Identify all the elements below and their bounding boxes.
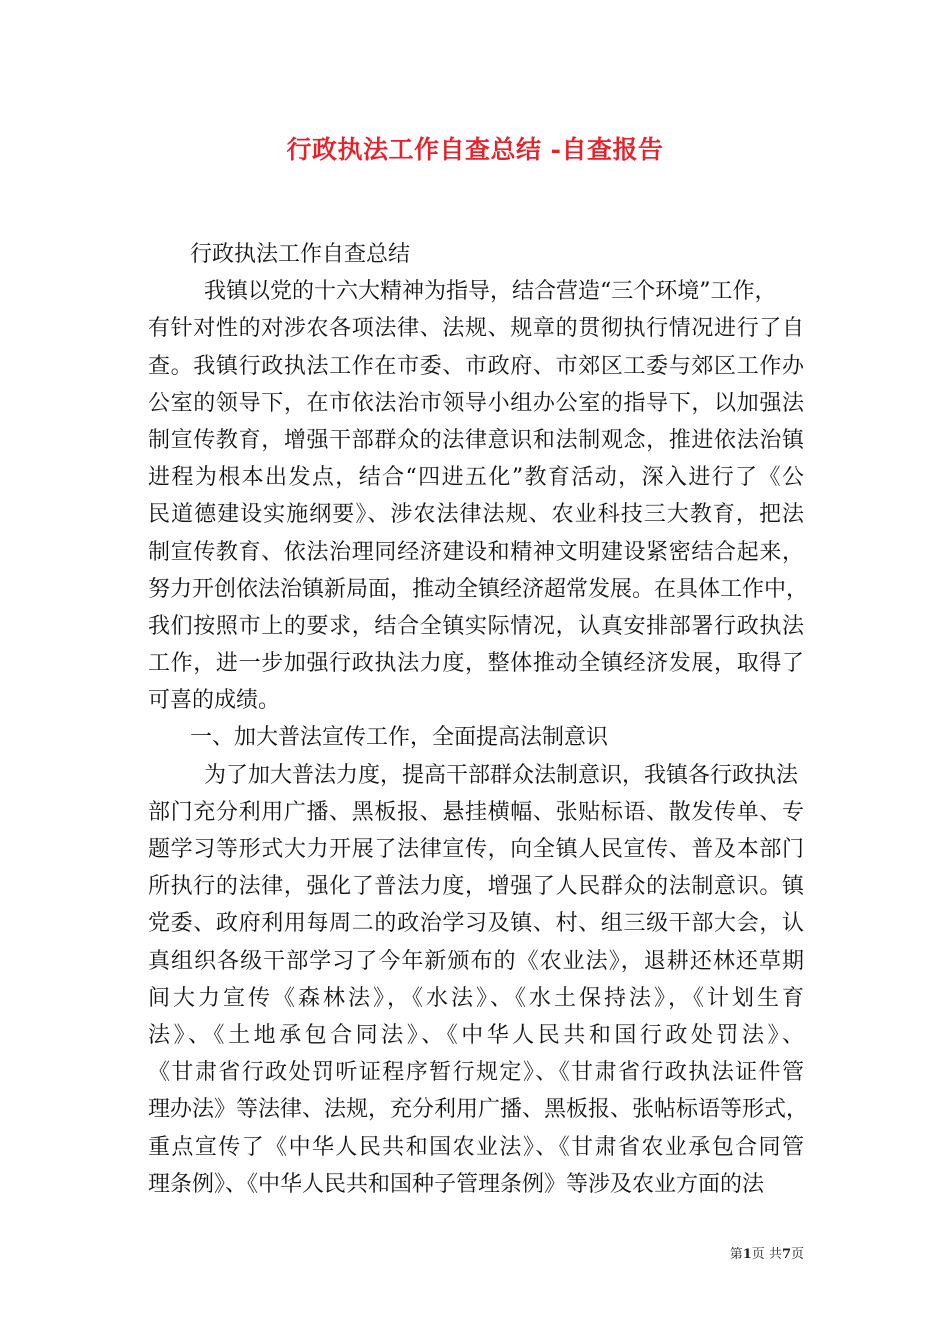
paragraph-line: 有针对性的对涉农各项法律、法规、规章的贯彻执行情况进行了自: [148, 316, 804, 342]
paragraph-line: 理办法》等法律、法规，充分利用广播、黑板报、张帖标语等形式，: [148, 1097, 809, 1123]
footer-prefix: 第: [729, 1247, 743, 1262]
document-body: [148, 236, 809, 1203]
footer-suffix: 页: [790, 1247, 804, 1262]
paragraph-line: 《甘肃省行政处罚听证程序暂行规定》、《甘肃省行政执法证件管: [148, 1060, 804, 1086]
paragraph-line: 所执行的法律，强化了普法力度，增强了人民群众的法制意识。镇: [148, 874, 804, 900]
paragraph: [148, 273, 809, 719]
paragraph-line: 进程为根本出发点，结合“四进五化”教育活动，深入进行了《公: [148, 465, 804, 491]
footer-total-pages: 7: [781, 1247, 791, 1262]
paragraph-line: 法》、《土地承包合同法》、《中华人民共和国行政处罚法》、: [148, 1022, 804, 1048]
paragraph-line: 制宣传教育、依法治理同经济建设和精神文明建设紧密结合起来，: [148, 539, 804, 565]
paragraph: [148, 236, 804, 273]
page-footer: [730, 1247, 804, 1263]
paragraph-line: 间大力宣传《森林法》，《水法》、《水土保持法》，《计划生育: [148, 985, 804, 1011]
footer-middle: 页 共: [751, 1247, 782, 1262]
paragraph-line: 部门充分利用广播、黑板报、悬挂横幅、张贴标语、散发传单、专: [148, 799, 804, 825]
paragraph-line: 为了加大普法力度，提高干部群众法制意识，我镇各行政执法: [204, 762, 799, 788]
paragraph-line: 真组织各级干部学习了今年新颁布的《农业法》，退耕还林还草期: [148, 948, 804, 974]
paragraph-line: 党委、政府利用每周二的政治学习及镇、村、组三级干部大会，认: [148, 911, 804, 937]
paragraph-line: 行政执法工作自查总结: [190, 242, 411, 267]
paragraph-line: 我们按照市上的要求，结合全镇实际情况，认真安排部署行政执法: [148, 613, 804, 639]
document-title: 行政执法工作自查总结 -自查报告: [286, 135, 664, 164]
paragraph-line: 制宣传教育，增强干部群众的法律意识和法制观念，推进依法治镇: [148, 427, 804, 453]
paragraph-line: 努力开创依法治镇新局面，推动全镇经济超常发展。在具体工作中，: [148, 576, 809, 602]
paragraph-line: 工作，进一步加强行政执法力度，整体推动全镇经济发展，取得了: [148, 651, 804, 677]
paragraph-line: 查。我镇行政执法工作在市委、市政府、市郊区工委与郊区工作办: [148, 353, 804, 379]
paragraph-line: 一、加大普法宣传工作，全面提高法制意识: [190, 725, 609, 751]
footer-page-number: 1: [742, 1247, 752, 1262]
paragraph-line: 民道德建设实施纲要》、涉农法律法规、农业科技三大教育，把法: [148, 502, 804, 528]
paragraph-line: 理条例》、《中华人民共和国种子管理条例》等涉及农业方面的法: [148, 1171, 765, 1197]
paragraph-line: 公室的领导下，在市依法治市领导小组办公室的指导下，以加强法: [148, 390, 804, 416]
paragraph: [148, 757, 809, 1203]
paragraph-line: 我镇以党的十六大精神为指导，结合营造“三个环境”工作，: [204, 279, 777, 305]
paragraph-line: 可喜的成绩。: [148, 688, 281, 714]
paragraph-line: 重点宣传了《中华人民共和国农业法》、《甘肃省农业承包合同管: [148, 1134, 804, 1160]
paragraph-line: 题学习等形式大力开展了法律宣传，向全镇人民宣传、普及本部门: [148, 837, 804, 862]
paragraph: [148, 719, 804, 756]
